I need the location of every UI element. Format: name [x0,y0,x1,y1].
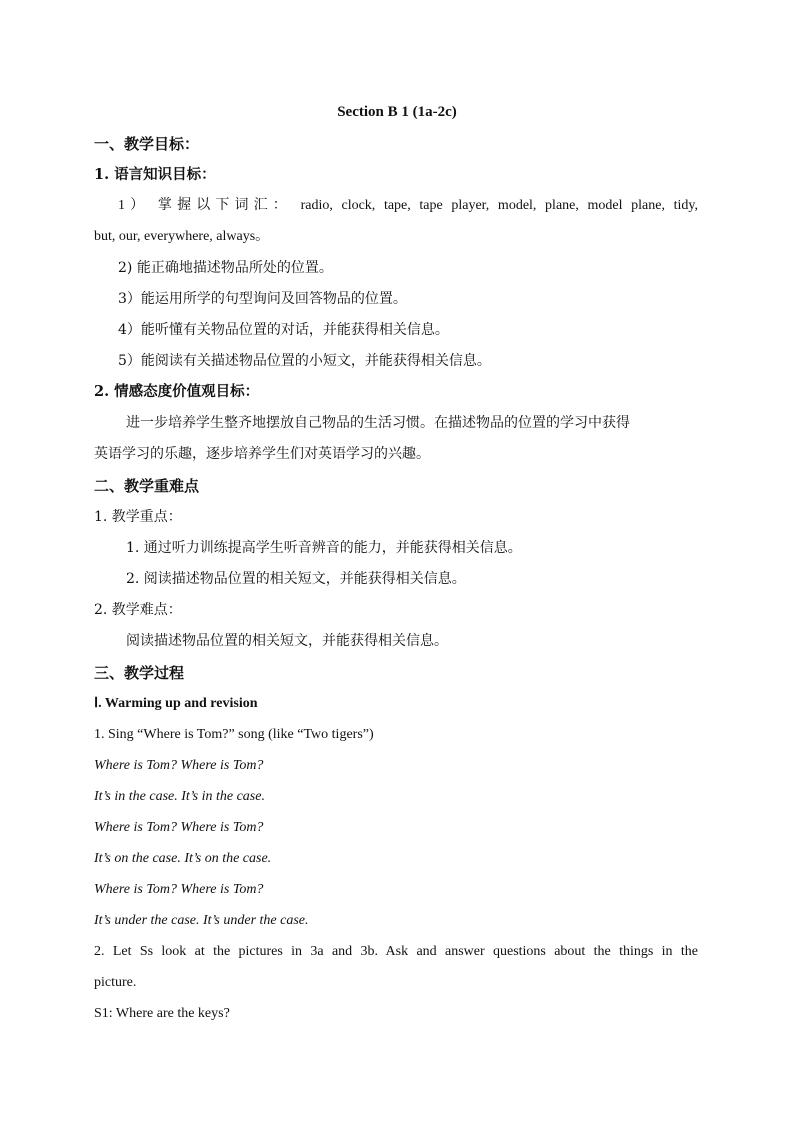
section-heading-key-points: 二、教学重难点 [94,477,200,495]
song-line: Where is Tom? Where is Tom? [94,882,264,897]
goal-item-5: 5）能阅读有关描述物品位置的小短文，并能获得相关信息。 [118,353,491,369]
difficult-points-label: 2. 教学难点： [94,602,182,618]
key-point-2: 2. 阅读描述物品位置的相关短文，并能获得相关信息。 [126,571,466,587]
goal-item-3: 3）能运用所学的句型询问及回答物品的位置。 [118,291,407,307]
step-1-sing: 1. Sing “Where is Tom?” song (like “Two tigers”) [94,727,374,742]
song-line: Where is Tom? Where is Tom? [94,758,264,773]
step-2-line2: picture. [94,975,137,990]
song-line: Where is Tom? Where is Tom? [94,820,264,835]
attitude-paragraph-line1: 进一步培养学生整齐地摆放自己物品的生活习惯。在描述物品的位置的学习中获得 [126,415,630,431]
section-heading-process: 三、教学过程 [94,664,185,682]
song-line: It’s on the case. It’s on the case. [94,851,272,866]
subheading-language-goals: 1. 语言知识目标： [94,166,216,183]
goal-item-4: 4）能听懂有关物品位置的对话，并能获得相关信息。 [118,322,449,338]
dialogue-line-s1: S1: Where are the keys? [94,1006,230,1021]
difficult-point-1: 阅读描述物品位置的相关短文，并能获得相关信息。 [126,633,448,649]
section-heading-objectives: 一、教学目标： [94,135,200,153]
vocab-item-line1: 1） 掌握以下词汇： radio, clock, tape, tape player, model, plane, model plane, tidy, [118,198,698,213]
step-2-line1: 2. Let Ss look at the pictures in 3a and 3b. Ask and answer questions about the things in the [94,944,698,959]
goal-item-2: 2) 能正确地描述物品所处的位置。 [118,260,333,276]
subheading-attitude-goals: 2. 情感态度价值观目标： [94,383,260,400]
song-line: It’s under the case. It’s under the case. [94,913,309,928]
attitude-paragraph-line2: 英语学习的乐趣，逐步培养学生们对英语学习的兴趣。 [94,446,430,462]
key-points-label: 1. 教学重点： [94,509,182,525]
key-point-1: 1. 通过听力训练提高学生听音辨音的能力，并能获得相关信息。 [126,540,522,556]
song-line: It’s in the case. It’s in the case. [94,789,265,804]
vocab-item-line2: but, our, everywhere, always。 [94,229,270,244]
part-warming-up: Ⅰ. Warming up and revision [94,696,258,711]
page-title: Section B 1 (1a-2c) [337,104,457,120]
